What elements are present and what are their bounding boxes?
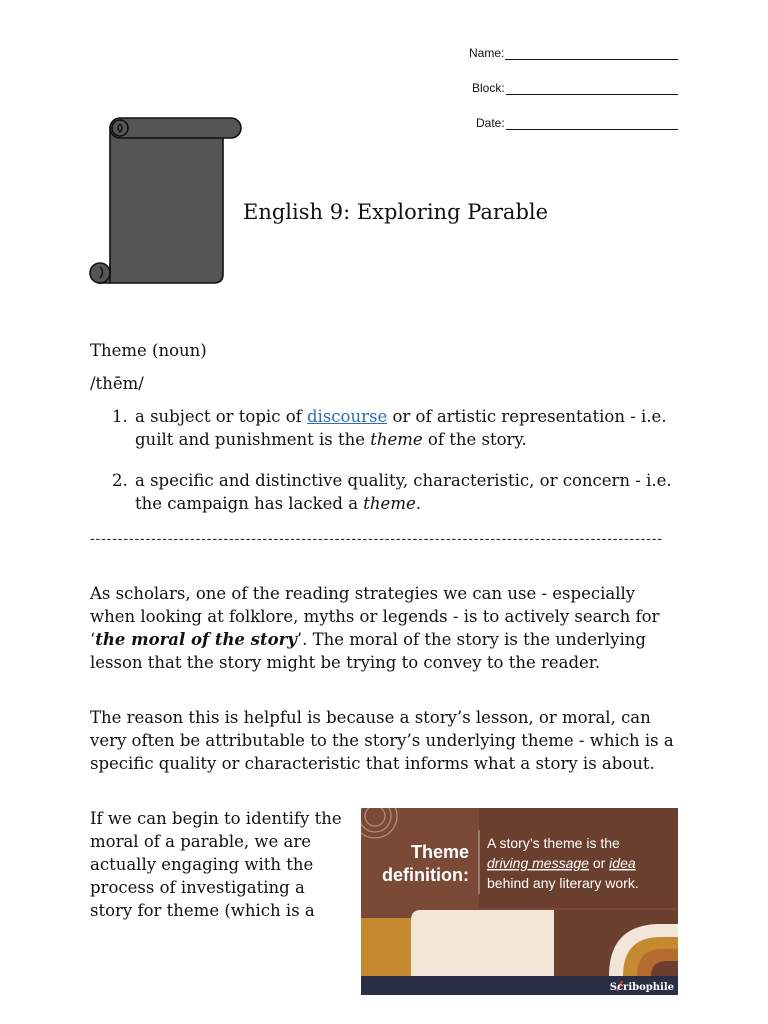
paragraph-text: As scholars, one of the reading strategies we can use - especially when looking at folklore, myths or legends - is to actively search for ‘ (90, 584, 660, 649)
dashed-divider: ------------------------------------------------------------------------------------------------------- (90, 530, 663, 546)
page-title: English 9: Exploring Parable (243, 200, 549, 224)
definition-italic: theme. (363, 494, 421, 513)
idea: idea (609, 855, 636, 871)
name-line[interactable] (505, 49, 678, 60)
block-field[interactable] (472, 81, 678, 95)
moral-emphasis: the moral of the story (95, 630, 297, 649)
definition-word: Theme (noun) (90, 341, 207, 360)
date-field[interactable] (476, 116, 678, 130)
list-item (90, 469, 690, 515)
scroll-icon (88, 116, 244, 286)
banner-text-2 (487, 855, 636, 871)
definition-text: of the story. (422, 430, 527, 449)
mustard-block (361, 918, 411, 976)
name-field[interactable] (469, 46, 678, 60)
cream-block (411, 910, 554, 976)
block-label: Block: (472, 81, 505, 95)
banner-or: or (588, 855, 610, 871)
date-label: Date: (476, 116, 505, 130)
definition-pronunciation: /thēm/ (90, 374, 144, 393)
definition-italic: theme (370, 430, 423, 449)
list-item (90, 405, 690, 451)
definition-text: or of artistic representation - i.e. guilt and punishment is the (135, 407, 667, 449)
block-line[interactable] (506, 84, 678, 95)
driving-message: driving message (487, 855, 589, 871)
name-label: Name: (469, 46, 505, 60)
banner-text-1: A story’s theme is the (487, 835, 620, 851)
paragraph-identify: If we can begin to identify the moral of a parable, we are actually engaging with the process of investigating a story for theme (which is a (90, 809, 342, 920)
list-number: 2. (112, 471, 128, 490)
brand-logo: Scribophile (609, 982, 674, 993)
paragraph-text: ’. The moral of the story is the underlying lesson that the story might be trying to convey to the reader. (90, 630, 646, 672)
definition-text: a subject or topic of (135, 407, 307, 426)
list-number: 1. (112, 407, 128, 426)
paragraph-moral (90, 582, 682, 674)
banner-heading-1: Theme (410, 842, 469, 862)
theme-definition-banner (361, 808, 678, 995)
banner-text-3: behind any literary work. (487, 875, 639, 891)
definition-text: a specific and distinctive quality, characteristic, or concern - i.e. the campaign has lacked a (135, 471, 672, 513)
date-line[interactable] (506, 119, 678, 130)
definition-list (90, 405, 690, 515)
banner-heading-2: definition: (382, 865, 469, 885)
paragraph-reason: The reason this is helpful is because a story’s lesson, or moral, can very often be attributable to the story’s underlying theme - which is a specific quality or characteristic that informs what a story is about. (90, 708, 674, 773)
discourse-link[interactable]: discourse (306, 407, 388, 426)
